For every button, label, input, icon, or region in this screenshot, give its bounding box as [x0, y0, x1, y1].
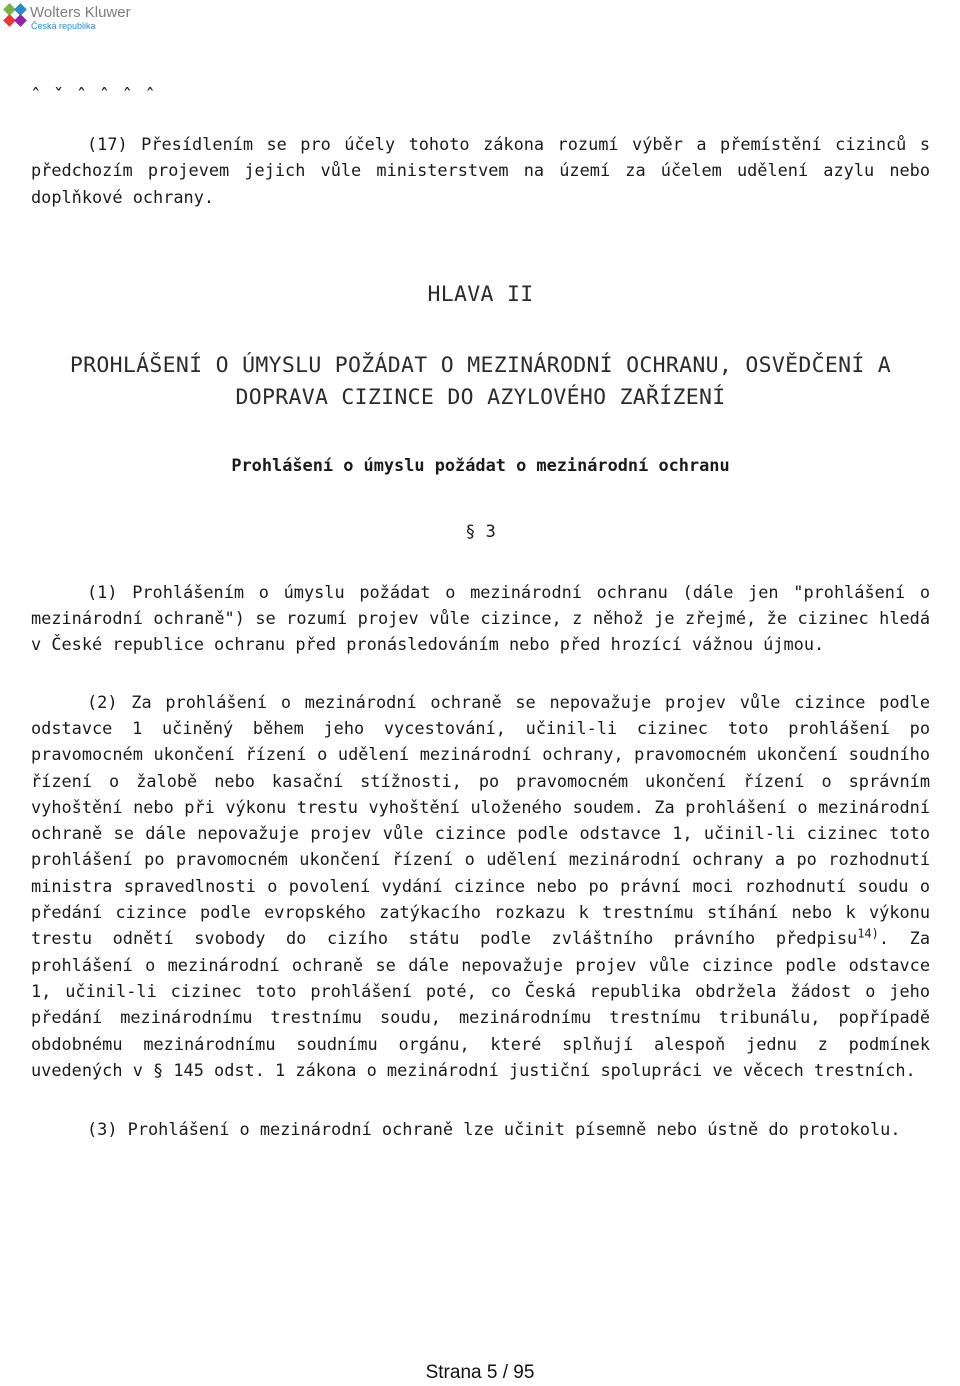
subsection-1: (1) Prohlášením o úmyslu požádat o mezinárodní ochranu (dále jen "prohlášení o mezinárodní ochraně") se rozumí projev vůle cizince, z něhož je zřejmé, že cizinec hledá v České republice ochranu před pronásledováním nebo před hrozící vážnou újmou. [31, 581, 930, 655]
footnote-ref[interactable]: 14) [857, 926, 879, 941]
logo-brand: Wolters Kluwer [30, 4, 131, 21]
chapter-title-line-1: PROHLÁŠENÍ O ÚMYSLU POŽÁDAT O MEZINÁRODNÍ OCHRANU, OSVĚDČENÍ A [69, 353, 892, 379]
subsection-3: (3) Prohlášení o mezinárodní ochraně lze učinit písemně nebo ústně do protokolu. [87, 1119, 901, 1140]
subsection-2 [31, 689, 930, 1083]
subsection-2-text-a: (2) Za prohlášení o mezinárodní ochraně se nepovažuje projev vůle cizince podle odstavce 1 učiněný během jeho vycestování, učinil-li cizinec toto prohlášení po pravomocném ukončení řízení o udělení mezinárodní ochrany, pravomocném ukončení soudního řízení o žalobě nebo kasační stížnosti, po pravomocném ukončení řízení o správním vyhoštění nebo při výkonu trestu vyhoštění uloženého soudem. Za prohlášení o mezinárodní ochraně se dále nepovažuje projev vůle cizince podle odstavce 1, učinil-li cizinec toto prohlášení po pravomocném ukončení řízení o udělení mezinárodní ochrany a po rozhodnutí ministra spravedlnosti o povolení vydání cizince nebo po právní moci rozhodnutí soudu o předání cizince podle evropského zatýkacího rozkazu k trestnímu stíhání nebo k výkonu trestu odnětí svobody do cizího státu podle zvláštního právního předpisu [31, 691, 930, 949]
page-number: Strana 5 / 95 [425, 1362, 535, 1383]
section-heading: Prohlášení o úmyslu požádat o mezinárodní ochranu [231, 455, 730, 476]
paragraph-sign: § 3 [465, 521, 496, 542]
chapter-number: HLAVA II [427, 281, 534, 307]
subsection-2-text-b: . Za prohlášení o mezinárodní ochraně se dále nepovažuje projev vůle cizince podle odstavce 1, učinil-li cizinec toto prohlášení poté, co Česká republika obdržela žádost o jeho předání mezinárodnímu trestnímu soudu, mezinárodnímu trestnímu tribunálu, popřípadě obdobnému mezinárodnímu soudnímu orgánu, které splňují alespoň jednu z podmínek uvedených v § 145 odst. 1 zákona o mezinárodní justiční spolupráci ve věcech trestních. [31, 928, 930, 1080]
logo-mark-icon [4, 4, 26, 26]
logo-subtitle: Česká republika [31, 21, 96, 31]
paragraph-17: (17) Přesídlením se pro účely tohoto zákona rozumí výběr a přemístění cizinců s předchozím projevem jejich vůle ministerstvem na území za účelem udělení azylu nebo doplňkové ochrany. [31, 134, 930, 207]
chapter-title [31, 350, 930, 414]
chapter-title-line-2: DOPRAVA CIZINCE DO AZYLOVÉHO ZAŘÍZENÍ [235, 385, 726, 411]
cut-off-text-line: ˆ ˇ ˆ ˆ ˆ ˆ [30, 85, 156, 107]
document-body [31, 131, 930, 1142]
wolters-kluwer-logo [4, 4, 131, 31]
